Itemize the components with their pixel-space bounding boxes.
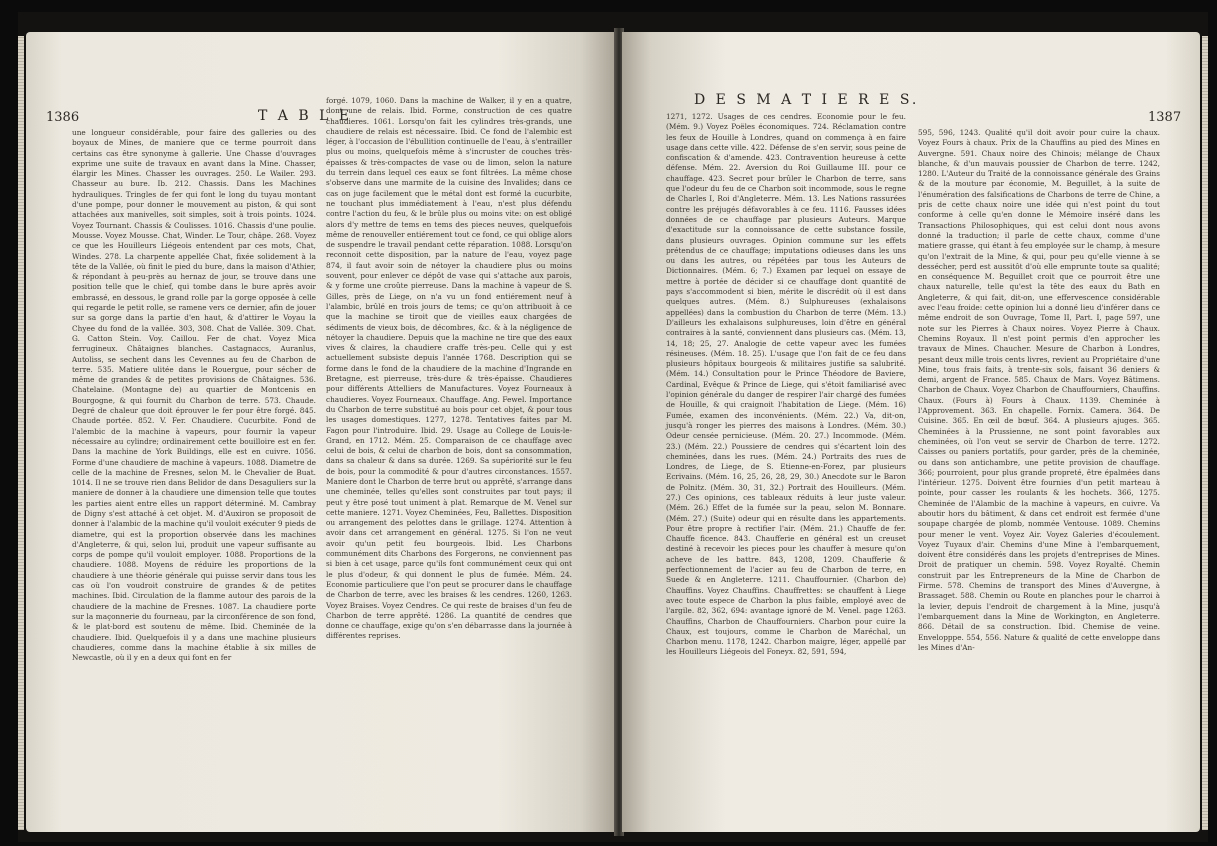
left-column-2-text: forgé. 1079, 1060. Dans la machine de Walker, il y en a quatre, dont une de relais. Ibid. Forme, construction de ces quatre chaudieres. 1061. Lorsqu'on fait les cylindres très-grands, une chaudiere de relais est nécessaire. Ibid. Ce fond de l'alembic est léger, à l'occasion de l'ébullition continuelle de l'eau, à s'entrailler plus ou moins, quelquefois même à s'incruster de couches très-épaisses & très-compactes de vase ou de limon, selon la nature du terrein dans lequel ces eaux se font filtrées. La même chose s'observe dans une marmite de la cuisine des Invalides; dans ce cas on juge facilement que le métal dont est formé la cucurbite, ne touchant plus immédiatement à l'eau, n'est plus défendu contre l'action du feu, & le brûle plus ou moins vite: on est obligé alors d'y mettre de tems en tems des pieces neuves, quelquefois même de renouveller entiérement tout ce fond, ce qui oblige alors de suspendre le travail pendant cette réparation. 1088. Lorsqu'on reconnoit cette disposition, par la nature de l'eau, voyez page 874, il faut avoir soin de nétoyer la chaudiere plus ou moins souvent, pour enlever ce dépôt de vase qui s'attache aux parois, & y forme une croûte pierreuse. Dans la machine à vapeur de S. Gilles, près de Liege, on n'a vu un fond entiérement neuf à l'alambic, brûlé en trois jours de tems; ce qu'on attribuoit à ce que la machine se tiroit que de vieilles eaux chargées de sédiments de vieux bois, de décombres, &c. & à la négligence de nétoyer la chaudiere. Depuis que la machine ne tire que des eaux vives & claires, la chaudiere craffe très-peu. Celle qui y est actuellement subsiste depuis l'année 1768. Description qui se forme dans le fond de la chaudiere de la machine d'Ingrande en Bretagne, est pierreuse, très-dure & très-épaisse. Chaudieres pour différents Attelliers de Manufactures. Voyez Fourneaux à chaudieres. Voyez Fourneaux. Chauffage. Ang. Fewel. Importance du Charbon de terre substitué au bois pour cet objet, & pour tous les usages domestiques. 1277, 1278. Tentatives faites par M. Fagon pour l'introduire. Ibid. 29. Usage au College de Louis-le-Grand, en 1712. Mém. 25. Comparaison de ce chauffage avec celui de bois, & celui de charbon de bois, dont sa consommation, dans sa chaleur & dans sa durée. 1269. Sa supériorité sur le feu de bois, pour la commodité & pour d'autres circonstances. 1557. Maniere dont le Charbon de terre brut ou apprêté, s'arrange dans une cheminée, telles qu'elles sont construites par tout pays; il peut y être posé tout uniment à plat. Remarque de M. Venel sur cette maniere. 1271. Voyez Cheminées, Feu, Ballettes. Disposition ou arrangement des pelottes dans le grillage. 1274. Attention à avoir dans cet arrangement en général. 1275. Si l'on ne veut avoir qu'un petit feu bourgeois. Ibid. Les Charbons communément dits Charbons des Forgerons, ne conviennent pas si bien à cet usage, parce qu'ils font communément ceux qui ont le plus d'odeur, & qui donnent le plus de fumée. Mém. 24. Economie particuliere que l'on peut se procurer dans le chauffage de Charbon de terre, avec les braises & les cendres. 1260, 1263. Voyez Braises. Voyez Cendres. Ce qui reste de braises d'un feu de Charbon de terre apprêté. 1286. La quantité de cendres que donne ce chauffage, exige qu'on s'en débarrasse dans la journée à différentes reprises. [326, 96, 572, 641]
left-column-1 [72, 128, 316, 663]
right-page-edge [1202, 36, 1208, 830]
right-page-number: 1387 [1148, 110, 1182, 125]
right-column-1 [666, 112, 906, 658]
left-column-1-text: une longueur considérable, pour faire des galleries ou des boyaux de Mines, de maniere que ce terme pourroit dans certains cas être synonyme à gallerie. Une Chasse d'ouvrages exprime une suite de travaux en avant dans la Mine. Chasser, élargir les Mines. Chasser les ouvrages. 250. Le Wailer. 293. Chasseur au bure. Ib. 212. Chassis. Dans les Machines hydrauliques. Tringles de fer qui font le long du tuyau montant d'une pompe, pour donner le mouvement au piston, & qui sont attachées aux manivelles, soit simples, soit à trois points. 1024. Voyez Tournant. Chassis & Coulisses. 1016. Chassis d'une poulie. Mousse. Voyez Mousse. Chat, Winder. Le Tour, châpe. 268. Voyez ce que les Houilleurs Liégeois entendent par ces mots, Chat, Windes. 278. La charpente appellée Chat, fixée solidement à la tête de la Vallée, où finit le pied du bure, dans la maison d'Athier, & répondant à peu-près au hernaz de jour, se trouve dans une position telle que le chief, qui tombe dans le bure après avoir embrassé, en dessous, le grand rolle par la gorge opposée à celle qui regarde le petit rolle, se ramene vers ce dernier, afin de jouer sur sa gorge dans la partie d'en haut, & d'attirer le Voyau la Chyee du fond de la vallée. 303, 308. Chat de Vallée. 309. Chat. G. Catton Stein. Voy. Caillou. Fer de chat. Voyez Mica ferrugineux. Châtaignes blanches. Castagnaccs, Auranlus, Autoliss, se sechent dans les Cevennes au feu de Charbon de terre. 535. Matiere ulitée dans le Rouergue, pour sécher de même de grandes & de petites provisions de Châtaignes. 536. Chatelaine. (Montagne de) au quartier de Montcenis en Bourgogne, & qui fournit du Charbon de terre. 573. Chaude. Degré de chaleur que doit éprouver le fer pour être forgé. 845. Chaude portée. 852. V. Fer. Chaudiere. Cucurbite. Fond de l'alembic de la machine à vapeurs, pour fournir la vapeur nécessaire au cylindre; ordinairement cette bouilloire est en fer. Dans la machine de York Buildings, elle est en cuivre. 1056. Forme d'une chaudiere de machine à vapeurs. 1088. Diametre de celle de la machine de Fresnes, selon M. le Chevalier de Buat. 1014. Il ne se trouve rien dans Belidor de dans Desaguliers sur la maniere de donner à la chaudiere une dimension telle que toutes les parties aient entre elles un rapport déterminé. M. Cambray de Digny s'est attaché à cet objet. M. d'Auxiron se proposoit de donner à l'alambic de la machine qu'il vouloit exécuter 9 pieds de diametre, qui est la proportion observée dans les machines d'Angleterre, & qui, selon lui, produit une vapeur suffisante au corps de pompe qu'il vouloit employer. 1088. Proportions de la chaudiere. 1088. Moyens de réduire les proportions de la chaudiere à une théorie générale qui puisse servir dans tous les cas où l'on voudroit construire de grandes & de petites machines. Ibid. Circulation de la flamme autour des parois de la chaudiere de la machine de Fresnes. 1087. La chaudiere porte sur la maçonnerie du fourneau, par la circonférence de son fond, & le plat-bord est soutenu de même. Ibid. Cheminée de la chaudiere. Ibid. Quelquefois il y a dans une machine plusieurs chaudieres, comme dans la machine établie à six milles de Newcastle, où il y en a deux qui font en fer [72, 128, 316, 663]
right-column-2 [918, 128, 1160, 653]
right-page [622, 32, 1200, 832]
left-page [26, 32, 616, 832]
right-column-1-text: 1271, 1272. Usages de ces cendres. Economie pour le feu. (Mém. 9.) Voyez Poëles économiques. 724. Réclamation contre les feux de Houille à Londres, quand on commença à en faire usage dans cette ville. 422. Défense de s'en servir, sous peine de confiscation & d'amende. 423. Contravention heureuse à cette défense. Mém. 22. Aversion du Roi Guillaume III. pour ce chauffage. 423. Secret pour brûler le Charbon de terre, sans que l'odeur du feu de ce Charbon soit incommode, sous le regne de Charles I, Roi d'Angleterre. Mém. 13. Les Nations rassurées contre les préjugés défavorables à ce feu. 1116. Fausses idées données de ce chauffage par plusieurs Auteurs. Marque d'exactitude sur la connoissance de cette substance fossile, dans plusieurs ouvrages. Opinion commune sur les effets prétendus de ce chauffage; imputations odieuses dans les uns ou dans les autres, ou répétées par tous les Auteurs de Dictionnaires. (Mém. 6; 7.) Examen par lequel on essaye de mettre à portée de décider si ce chauffage dont quantité de pays s'accommodent si bien, mérite le discrédit où il est dans quelques autres. (Mém. 8.) Sulphureuses (exhalaisons appellées) dans la combustion du Charbon de terre (Mém. 13.) D'ailleurs les exhalaisons sulphureuses, loin d'être en général contraires à la santé, conviennent dans plusieurs cas. (Mém. 13, 14, 18; 25, 27. Analogie de cette vapeur avec les fumées résineuses. (Mém. 18. 25). L'usage que l'on fait de ce feu dans plusieurs hôpitaux bourgeois & militaires justifie sa salubrité. (Mém. 14.) Consultation pour le Prince Théodore de Baviere, Cardinal, Evêque & Prince de Liege, qui s'étoit familiarisé avec l'opinion générale du danger de respirer l'air chargé des fumées de Houille, & qui craignoit l'habitation de Liege. (Mém. 16) Fumée, examen des inconvénients. (Mém. 22.) Va, dit-on, jusqu'à ronger les pierres des maisons à Londres. (Mém. 30.) Odeur censée pernicieuse. (Mém. 20. 27.) Incommode. (Mém. 23.) (Mém. 22.) Poussiere de cendres qui s'écartent loin des cheminées, dans les rues. (Mém. 24.) Portraits des rues de Londres, de Liege, de S. Etienne-en-Forez, par plusieurs Ecrivains. (Mém. 16, 25, 26, 28, 29, 30.) Anecdote sur le Baron de Polnitz. (Mém. 30, 31, 32.) Portrait des Houilleurs. (Mém. 27.) Ces opinions, ces tableaux réduits à leur juste valeur. (Mém. 26.) Effet de la fumée sur la peau, selon M. Bonnare. (Mém. 27.) (Suite) odeur qui en résulte dans les appartements. Pour être propre à rectifier l'air. (Mém. 21.) Chauffe de fer. Chauffe ficence. 843. Chaufferie en général est un creuset destiné à recevoir les pieces pour les chauffer à mesure qu'on acheve de les battre. 843, 1208, 1209. Chaufferie & perfectionnement de l'acier au feu de Charbon de terre, en Suede & en Angleterre. 1211. Chauffournier. (Charbon de) Chauffins. Voyez Chauffins. Chauffrettes: se chauffent à Liege avec toute espece de Charbon la plus faible, employé avec de l'argile. 82, 362, 694: avantage ignoré de M. Venel. page 1263. Chauffins, Charbon de Chauffourniers. Charbon pour cuire la Chaux, est toujours, comme le Charbon de Maréchal, un Charbon menu. 1178, 1242. Charbon maigre, léger, appellé par les Houilleurs Liégeois del Foneyx. 82, 591, 594, [666, 112, 906, 657]
left-running-title: T A B L E [258, 108, 353, 124]
right-column-2-text: 595, 596, 1243. Qualité qu'il doit avoir pour cuire la chaux. Voyez Fours à chaux. Prix de la Chauffins au pied des Mines en Auvergne. 591. Chaux noire des Chinois; mélange de Chaux blanche, & d'un mauvais poussier de Charbon de terre. 1242, 1280. L'Auteur du Traité de la connoissance générale des Grains & de la mouture par économie, M. Beguillet, à la suite de l'énumération des falsifications de Charbons de terre de Chine, a pris de cette chaux noire une idée qui n'est point du tout conforme à celle qu'en donne le Mémoire inséré dans les Transactions Philosophiques, qui est celui dont nous avons donné la traduction; il parle de cette chaux, comme d'une matiere grasse, qui étant à feu employée sur le champ, à mesure qu'on l'extrait de la Mine, & qui, pour peu qu'elle vienne à se dessécher, perd est aussitôt d'où elle emprunte toute sa qualité; en conséquence M. Beguillet croit que ce pourroit être une chaux naturelle, telle qu'est la tête des eaux du Bath en Angleterre, & qui fait, dit-on, une effervescence considérable avec l'eau froide: cette opinion lui a donné lieu d'inférer dans ce même endroit de son Ouvrage, Tome II, Part. I, page 597, une note sur les Pierres à Chaux noires. Voyez Pierre à Chaux. Chemins Royaux. Il n'est point permis d'en approcher les travaux de Mines. Chaucher. Mesure de Charbon à Londres, pesant deux mille trois cents livres, revient au Propriétaire d'une Mine, tous frais faits, à trente-six sols, faisant 36 deniers & demi, argent de France. 585. Chaux de Mars. Voyez Bâtimens. Charbon de Chaux. Voyez Charbon de Chauffourniers, Chauffins. Chaux. (Fours à) Fours à Chaux. 1139. Cheminée à l'Approvement. 363. En chapelle. Fornix. Camera. 364. De Cuisine. 365. En œil de bœuf. 364. A plusieurs ajuges. 365. Cheminées à la Prussienne, ne sont point favorables aux cheminées, où l'on veut se servir de Charbon de terre. 1272. Caisses ou paniers portatifs, pour garder, près de la cheminée, ou dans son antichambre, une petite provision de chauffage. 366; pourroient, pour plus grande propreté, être épalmées dans l'intérieur. 1275. Doivent être fournies d'un petit marteau à pointe, pour casser les roulants & les hochets. 366, 1275. Cheminée de l'Alambic de la machine à vapeurs, en cuivre. Va aboutir hors du bâtiment, & dans cet endroit est fermée d'une soupape chargée de plomb, nommée Ventouse. 1089. Chemins pour mener le vent. Voyez Air. Voyez Galeries d'écoulement. Voyez Tuyaux d'air. Chemins d'une Mine à l'embarquement, doivent être considérés dans les projets d'entreprises de Mines. Droit de pratiquer un chemin. 598. Voyez Royalté. Chemin construit par les Entrepreneurs de la Mine de Charbon de Firme. 578. Chemins de transport des Mines d'Auvergne, à Brassaget. 588. Chemin ou Route en planches pour le charroi à la levier, depuis l'endroit de chargement à la Mine, jusqu'à l'embarquement dans la Mine de Workington, en Angleterre. 866. Détail de sa construction. Ibid. Chemise de veine. Envelopppe. 554, 556. Nature & qualité de cette enveloppe dans les Mines d'An- [918, 128, 1160, 652]
left-page-number: 1386 [46, 110, 80, 125]
open-book-spread [18, 12, 1208, 842]
left-column-2 [326, 96, 572, 642]
left-page-edge [18, 36, 24, 830]
right-running-title: D E S M A T I E R E S. [694, 92, 920, 108]
